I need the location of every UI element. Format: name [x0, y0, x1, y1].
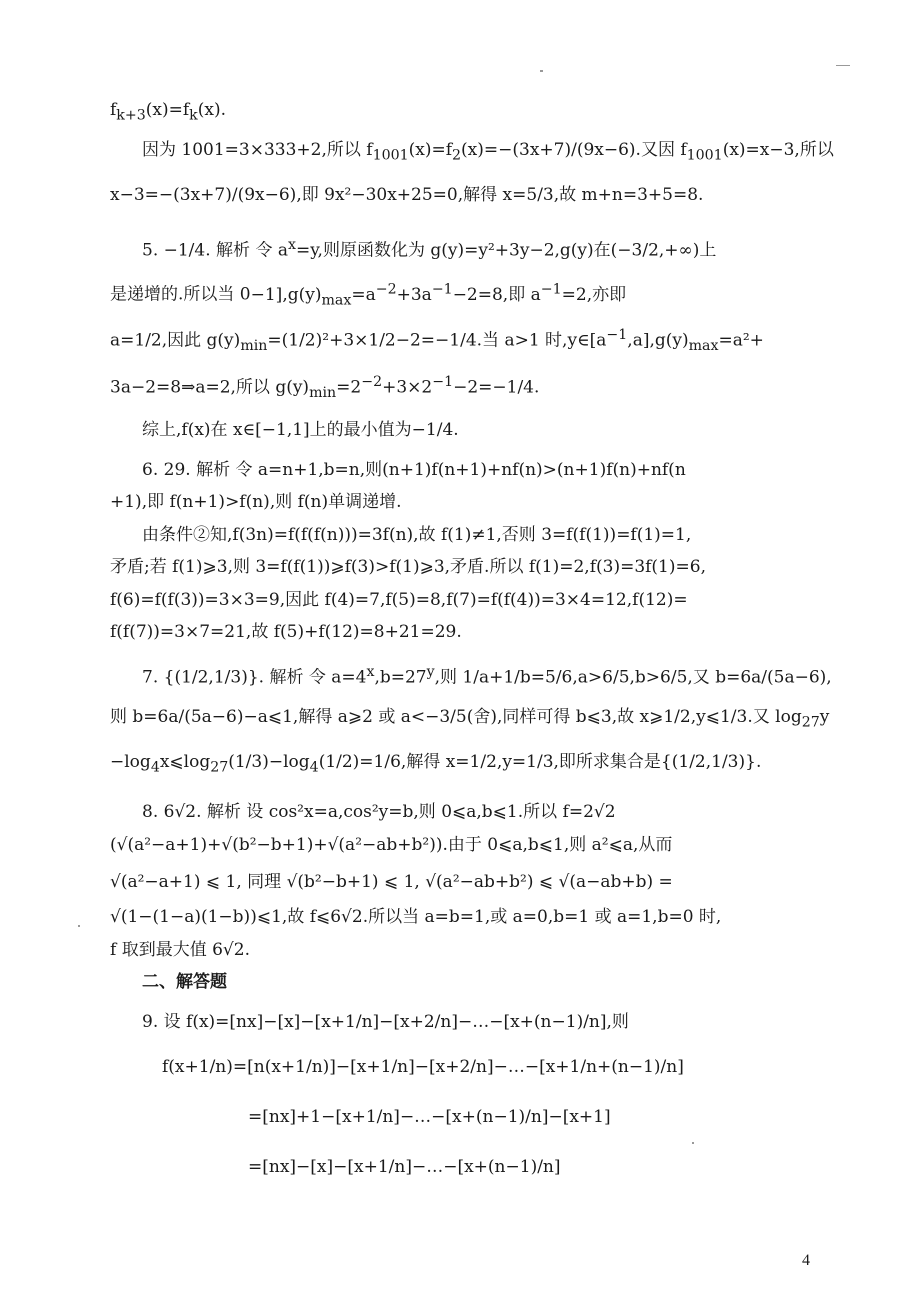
- text-line: 5. −1/4. 解析 令 $a^x=y$,则原函数化为 g(y)=y²+3y−2,g(y)在(−3/2,+∞)上: [142, 237, 717, 261]
- text-line: 因为 1001=3×333+2,所以 $f_{1001}(x)=f_2(x)=-(3x+7)/(9x-6)$.又因 $f_{1001}(x)=x-3$,所以: [142, 140, 834, 164]
- section-heading: 二、解答题: [142, 972, 227, 992]
- text-line: 7. {(1/2,1/3)}. 解析 令 $a=4^x,b=27^y$,则 1/a+1/b=5/6,a>6/5,b>6/5,又 b=6a/(5a−6),: [142, 664, 832, 688]
- text-line: 由条件②知,f(3n)=f(f(f(n)))=3f(n),故 f(1)≠1,否则 3=f(f(1))=f(1)=1,: [142, 525, 692, 545]
- text-line: 6. 29. 解析 令 a=n+1,b=n,则(n+1)f(n+1)+nf(n)>(n+1)f(n)+nf(n: [142, 460, 686, 480]
- text-line: 9. 设 f(x)=[nx]−[x]−[x+1/n]−[x+2/n]−…−[x+(n−1)/n],则: [142, 1012, 629, 1032]
- text-line: 是递增的.所以当 $0-1],g(y)_{max}=a^{-2}+3a^{-1}-2=8$,即 $a^{-1}=2$,亦即: [110, 281, 627, 309]
- text-line: (√(a²−a+1)+√(b²−b+1)+√(a²−ab+b²)).由于 0⩽a,b⩽1,则 a²⩽a,从而: [110, 835, 673, 855]
- formula-line: f(x+1/n)=[n(x+1/n)]−[x+1/n]−[x+2/n]−…−[x+1/n+(n−1)/n]: [162, 1057, 684, 1077]
- text-line: 则 b=6a/(5a−6)−a⩽1,解得 a⩾2 或 a<−3/5(舍),同样可得 b⩽3,故 x⩾1/2,y⩽1/3.又 $\log_{27}y$: [110, 707, 830, 731]
- text-line: f(6)=f(f(3))=3×3=9,因此 f(4)=7,f(5)=8,f(7)=f(f(4))=3×4=12,f(12)=: [110, 590, 688, 610]
- scan-mark: [540, 70, 543, 72]
- text-line: f 取到最大值 6√2.: [110, 940, 250, 960]
- text-line: 3a−2=8⇒a=2,所以 $g(y)_{min}=2^{-2}+3\times 2^{-1}-2=-1/4$.: [110, 374, 540, 402]
- text-line: √(1−(1−a)(1−b))⩽1,故 f⩽6√2.所以当 a=b=1,或 a=0,b=1 或 a=1,b=0 时,: [110, 907, 722, 927]
- text-line: x−3=−(3x+7)/(9x−6),即 9x²−30x+25=0,解得 x=5/3,故 m+n=3+5=8.: [110, 185, 704, 205]
- scan-mark: [78, 925, 80, 927]
- page-number: 4: [802, 1252, 810, 1269]
- text-line: √(a²−a+1) ⩽ 1, 同理 √(b²−b+1) ⩽ 1, √(a²−ab+b²) ⩽ √(a−ab+b) =: [110, 872, 673, 892]
- text-line: +1),即 f(n+1)>f(n),则 f(n)单调递增.: [110, 492, 402, 512]
- text-line: 综上,f(x)在 x∈[−1,1]上的最小值为−1/4.: [142, 420, 459, 440]
- formula-line: =[nx]−[x]−[x+1/n]−…−[x+(n−1)/n]: [248, 1157, 561, 1177]
- scan-mark: [692, 1142, 694, 1144]
- text-line: $-\log_4x⩽\log_{27}(1/3)-\log_4(1/2)=1/6$,解得 x=1/2,y=1/3,即所求集合是{(1/2,1/3)}.: [110, 752, 762, 776]
- text-line: a=1/2,因此 $g(y)_{min}=(1/2)^2+3\times 1/2-2=-1/4$.当 a>1 时$,y\in[a^{-1},a],g(y)_{max}=a^2+$: [110, 327, 764, 355]
- text-line: 矛盾;若 f(1)⩾3,则 3=f(f(1))⩾f(3)>f(1)⩾3,矛盾.所以 f(1)=2,f(3)=3f(1)=6,: [110, 557, 706, 577]
- text-line: $f_{k+3}(x)=f_k(x)$.: [110, 100, 226, 124]
- text-line: f(f(7))=3×7=21,故 f(5)+f(12)=8+21=29.: [110, 622, 462, 642]
- formula-line: =[nx]+1−[x+1/n]−…−[x+(n−1)/n]−[x+1]: [248, 1107, 611, 1127]
- scan-mark: [836, 65, 850, 66]
- text-line: 8. 6√2. 解析 设 cos²x=a,cos²y=b,则 0⩽a,b⩽1.所以 f=2√2: [142, 802, 616, 822]
